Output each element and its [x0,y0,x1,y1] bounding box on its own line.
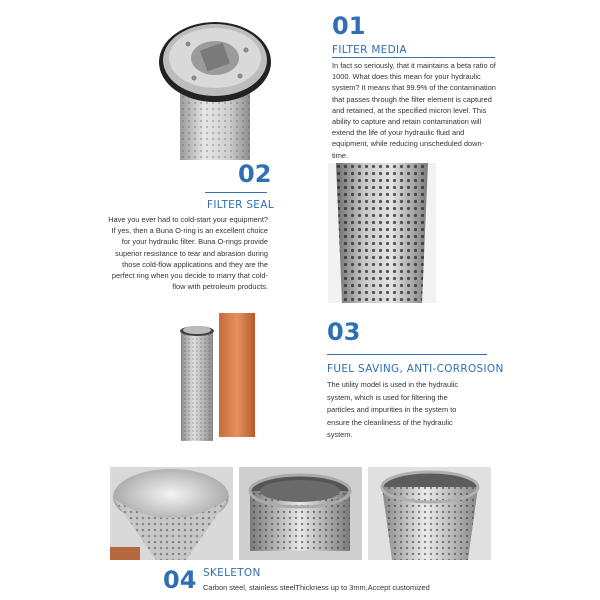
tube-skeleton-photo [368,467,491,560]
section-02-body: Have you ever had to cold-start your equipment? If yes, then a Buna O-ring is an excellent choice for your hydraulic filter. Buna O-rings provide superior resistance to tear and abrasion during those cold-flow applications and they are the perfect ring when you decide to marry that cold-flow with petroleum products. [108,215,268,292]
section-03-title: FUEL SAVING, ANTI-CORROSION [327,363,504,375]
section-02-number: 02 [238,160,272,188]
section-04-body: Carbon steel, stainless steelThickness up to 3mm,Accept customized [203,583,430,592]
section-01-body: In fact so seriously, that it maintains a beta ratio of 1000. What does this mean for your hydraulic system? It means that 99.9% of the contamination that passes through the filter element is captured and retained, at the specified micron level. This ability to capture and retain contamination will extend the life of your hydraulic fluid and equipment, while reducing unscheduled down-time. [332,61,496,160]
section-02-divider [205,192,267,193]
section-03-body: The utility model is used in the hydraulic system, which is used for filtering the particles and impurities in the system to ensure the cleanliness of the hydraulic system. [327,380,459,439]
section-02-title: FILTER SEAL [207,199,274,211]
section-03-divider [327,354,487,355]
section-01-title: FILTER MEDIA [332,44,407,56]
section-04-title: SKELETON [203,567,261,579]
section-04-number: 04 [163,566,197,594]
section-01-number: 01 [332,12,366,40]
section-01-divider [332,57,495,58]
cone-skeleton-photo [110,467,233,560]
section-03-number: 03 [327,318,361,346]
ring-skeleton-photo [239,467,362,560]
filter-and-box-photo [175,313,263,443]
filter-element-top-photo [150,10,275,160]
perforated-tube-photo [328,163,436,303]
